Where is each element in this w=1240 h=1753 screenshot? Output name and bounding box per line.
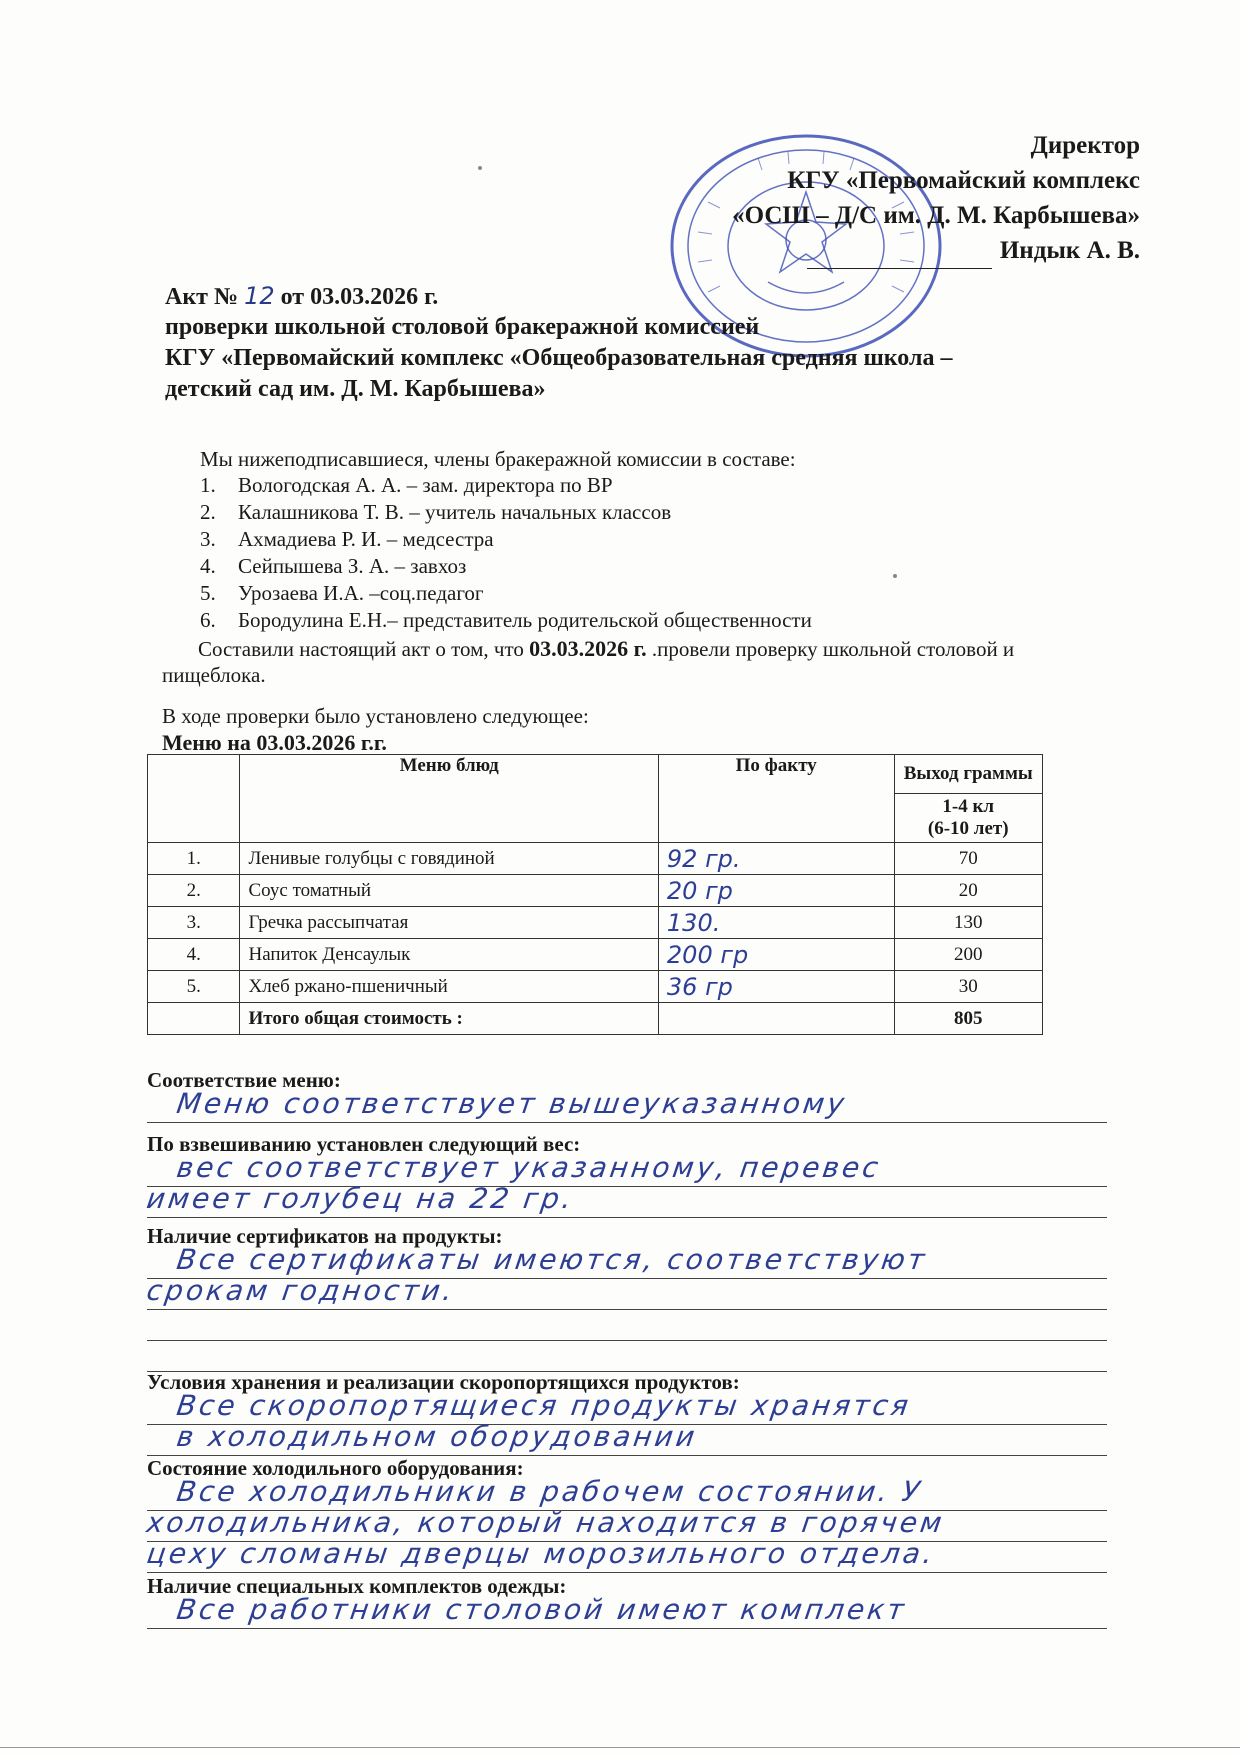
approval-org-line1: КГУ «Первомайский комплекс — [787, 167, 1140, 194]
section-storage-conditions: Условия хранения и реализации скоропортящихся продуктов: Все скоропортящиеся продукты хранятся в холодильном оборудовании — [147, 1370, 1107, 1456]
section-certificates: Наличие сертификатов на продукты: Все сертификаты имеются, соответствуют срокам годности. — [147, 1224, 1107, 1372]
total-label: Итого общая стоимость : — [240, 1003, 658, 1035]
menu-date-heading: Меню на 03.03.2026 г.г. — [162, 730, 387, 755]
section-weighing: По взвешиванию установлен следующий вес: вес соответствует указанному, перевес имеет голубец на 22 гр. — [147, 1132, 1107, 1218]
scan-edge-line — [0, 1747, 1240, 1748]
act-title — [165, 280, 438, 313]
approval-block — [732, 128, 1140, 269]
section-refrigeration: Состояние холодильного оборудования: Все холодильники в рабочем состоянии. У холодильника, который находится в горячем цеху сломаны дверцы морозильного отдела. — [147, 1456, 1107, 1573]
table-row: 1. Ленивые голубцы с говядиной 92 гр. 70 — [148, 843, 1043, 875]
total-value: 805 — [894, 1003, 1043, 1035]
approval-title: Директор — [1030, 132, 1140, 159]
list-item: 3. Ахмадиева Р. И. – медсестра — [200, 527, 494, 551]
act-subtitle-line3: КГУ «Первомайский комплекс «Общеобразовательная средняя школа – — [165, 345, 953, 371]
act-subtitle-line4: детский сад им. Д. М. Карбышева» — [165, 376, 546, 402]
inspection-date: 03.03.2026 г. — [529, 636, 647, 661]
table-total-row — [148, 1003, 1043, 1035]
section-special-clothing: Наличие специальных комплектов одежды: Все работники столовой имеют комплект — [147, 1574, 1107, 1629]
table-row: 3. Гречка рассыпчатая 130. 130 — [148, 907, 1043, 939]
act-subtitle-line2: проверки школьной столовой бракеражной комиссией — [165, 314, 760, 340]
table-row: 2. Соус томатный 20 гр 20 — [148, 875, 1043, 907]
signature-line — [807, 233, 992, 269]
header-fact: По факту — [658, 755, 894, 843]
scan-speck — [478, 166, 482, 170]
table-row: 5. Хлеб ржано-пшеничный 36 гр 30 — [148, 971, 1043, 1003]
list-item: 5. Урозаева И.А. –соц.педагог — [200, 581, 484, 605]
act-subtitle — [165, 312, 952, 405]
intro-text: Мы нижеподписавшиеся, члены бракеражной комиссии в составе: — [200, 447, 796, 471]
findings-intro: В ходе проверки было установлено следующее: — [162, 704, 589, 728]
act-number: 12 — [244, 282, 275, 310]
table-header-row — [148, 755, 1043, 794]
scan-speck — [893, 574, 897, 578]
table-row: 4. Напиток Денсаулык 200 гр 200 — [148, 939, 1043, 971]
header-age-group: 1-4 кл (6-10 лет) — [894, 794, 1043, 843]
approval-org-line2: «ОСШ – Д/С им. Д. М. Карбышева» — [732, 202, 1140, 229]
act-date: от 03.03.2026 г. — [280, 284, 439, 310]
compose-paragraph: Составили настоящий акт о том, что 03.03.2026 г. .провели проверку школьной столовой и пищеблока. — [162, 636, 1015, 687]
list-item: 6. Бородулина Е.Н.– представитель родительской общественности — [200, 608, 812, 632]
act-prefix: Акт № — [165, 284, 239, 310]
list-item: 1. Вологодская А. А. – зам. директора по ВР — [200, 473, 613, 497]
approval-signature-row — [732, 233, 1140, 269]
header-output: Выход граммы — [894, 755, 1043, 794]
commission-members-list — [200, 472, 812, 634]
header-dish: Меню блюд — [240, 755, 658, 843]
approval-name: Индык А. В. — [999, 237, 1140, 264]
section-menu-compliance: Соответствие меню: Меню соответствует вышеуказанному — [147, 1068, 1107, 1123]
menu-table — [147, 754, 1043, 1035]
list-item: 2. Калашникова Т. В. – учитель начальных классов — [200, 500, 672, 524]
list-item: 4. Сейпышева З. А. – завхоз — [200, 554, 467, 578]
